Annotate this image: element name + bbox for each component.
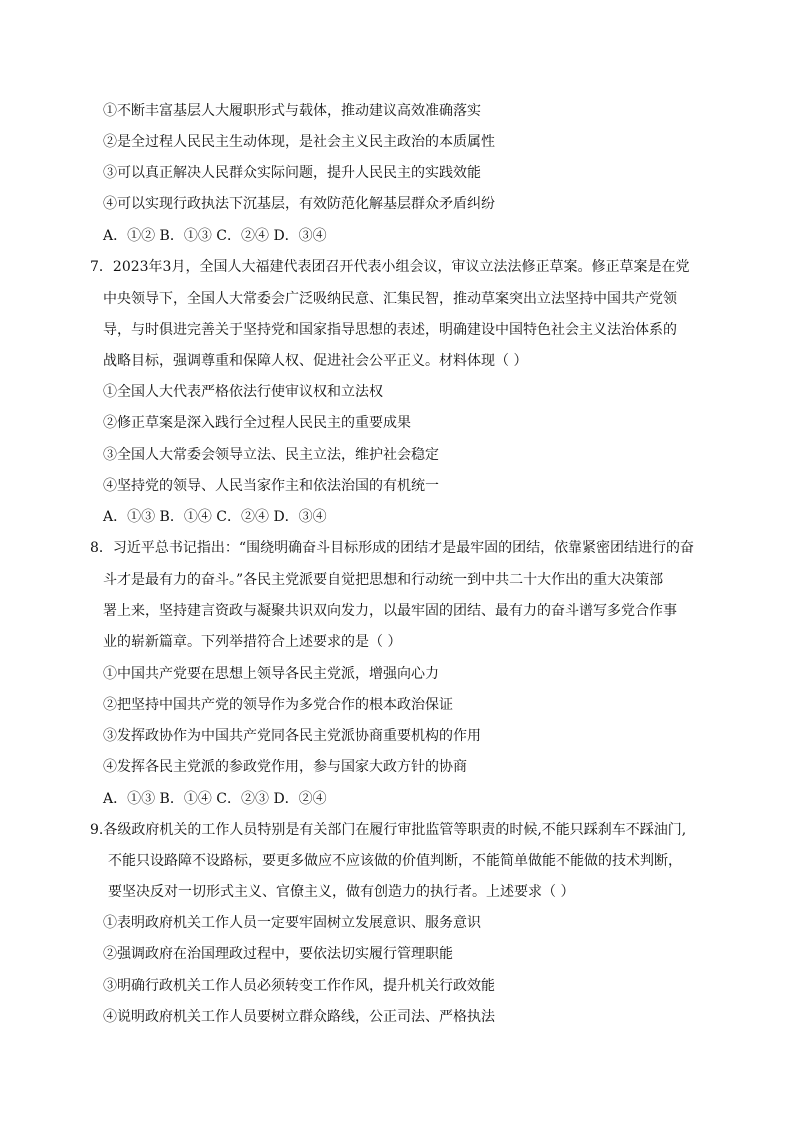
q8-stem-line-1: 8．习近平总书记指出：“围绕明确奋斗目标形成的团结才是最牢固的团结，依靠紧密团结进行的奋 [90,540,695,556]
q8-stem-line-2: 斗才是最有力的奋斗。”各民主党派要自觉把思想和行动统一到中共二十大作出的重大决策部 [103,572,664,588]
q7-option-2: ②修正草案是深入践行全过程人民民主的重要成果 [103,415,411,431]
q9-option-3: ③明确行政机关工作人员必须转变工作作风，提升机关行政效能 [103,978,495,994]
q7-stem-line-1: 7．2023年3月，全国人大福建代表团召开代表小组会议，审议立法法修正草案。修正草案是在党 [90,259,690,275]
q8-stem-line-4: 业的崭新篇章。下列举措符合上述要求的是（ ） [103,634,402,650]
q9-stem-line-2: 不能只设路障不设路标，要更多做应不应该做的价值判断，不能简单做能不能做的技术判断， [108,853,682,869]
q7-stem-line-2: 中央领导下，全国人大常委会广泛吸纳民意、汇集民智，推动草案突出立法坚持中国共产党领 [103,291,677,307]
q9-option-2: ②强调政府在治国理政过程中，要依法切实履行管理职能 [103,946,453,962]
q8-stem-line-3: 署上来，坚持建言资政与凝聚共识双向发力，以最牢固的团结、最有力的奋斗谱写多党合作事 [103,603,677,619]
q6-option-2: ②是全过程人民民主生动体现，是社会主义民主政治的本质属性 [103,134,495,150]
q6-option-4: ④可以实现行政执法下沉基层，有效防范化解基层群众矛盾纠纷 [103,196,495,212]
q7-option-3: ③全国人大常委会领导立法、民主立法，维护社会稳定 [103,447,439,463]
q6-option-1: ①不断丰富基层人大履职形式与载体，推动建议高效准确落实 [103,103,481,119]
q8-option-1: ①中国共产党要在思想上领导各民主党派，增强向心力 [103,666,439,682]
q7-option-1: ①全国人大代表严格依法行使审议权和立法权 [103,384,383,400]
q7-stem-line-3: 导，与时俱进完善关于坚持党和国家指导思想的表述，明确建设中国特色社会主义法治体系的 [103,322,677,338]
q7-option-4: ④坚持党的领导、人民当家作主和依法治国的有机统一 [103,478,439,494]
q6-option-3: ③可以真正解决人民群众实际问题，提升人民民主的实践效能 [103,165,481,181]
q7-stem-line-4: 战略目标，强调尊重和保障人权、促进社会公平正义。材料体现（ ） [103,353,528,369]
q9-stem-line-1: 9.各级政府机关的工作人员特别是有关部门在履行审批监管等职责的时候,不能只踩刹车不踩油门, [90,822,687,838]
q8-answer-choices: A．①③ B．①④ C．②③ D．②④ [103,791,327,807]
q8-option-3: ③发挥政协作为中国共产党同各民主党派协商重要机构的作用 [103,728,481,744]
q9-option-1: ①表明政府机关工作人员一定要牢固树立发展意识、服务意识 [103,915,481,931]
q8-option-2: ②把坚持中国共产党的领导作为多党合作的根本政治保证 [103,697,453,713]
q8-option-4: ④发挥各民主党派的参政党作用，参与国家大政方针的协商 [103,759,467,775]
q9-option-4: ④说明政府机关工作人员要树立群众路线，公正司法、严格执法 [103,1009,495,1025]
q7-answer-choices: A．①③ B．①④ C．②④ D．③④ [103,509,327,525]
q9-stem-line-3: 要坚决反对一切形式主义、官僚主义，做有创造力的执行者。上述要求（ ） [108,884,575,900]
q6-answer-choices: A．①② B．①③ C．②④ D．③④ [103,228,327,244]
